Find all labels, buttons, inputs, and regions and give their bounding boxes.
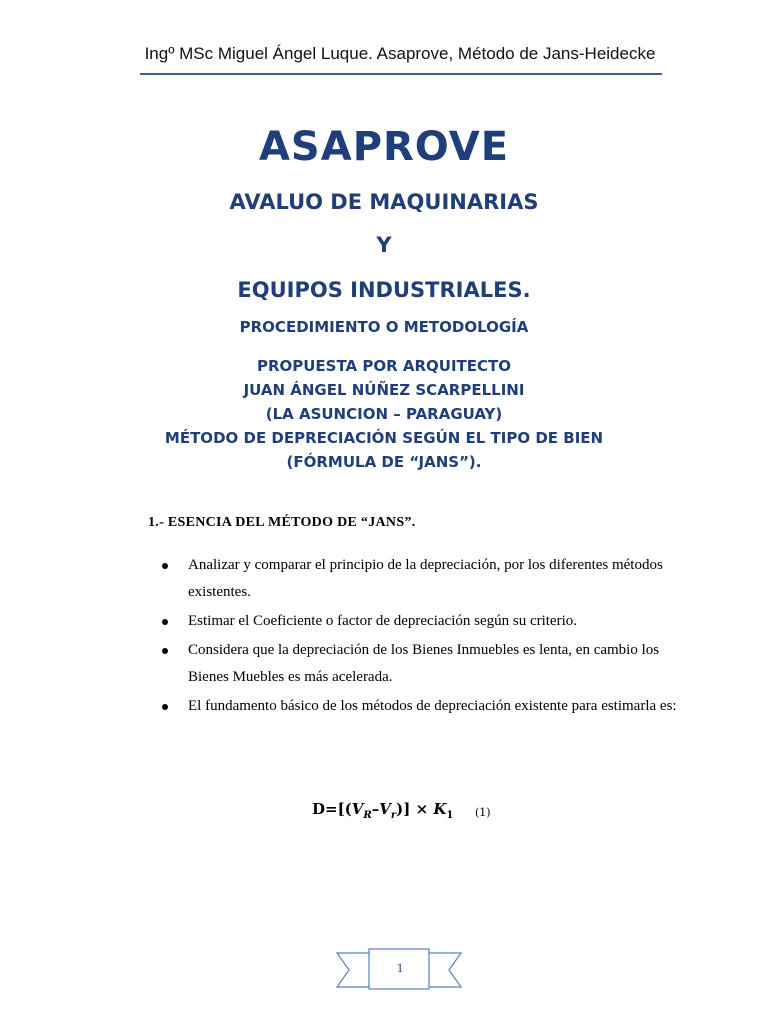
header-rule — [140, 73, 662, 75]
bullet-list — [162, 552, 682, 722]
list-item-text: El fundamento básico de los métodos de depreciación existente para estimarla es: — [188, 698, 677, 714]
list-item — [162, 693, 682, 720]
section-heading: 1.- ESENCIA DEL MÉTODO DE “JANS”. — [148, 515, 416, 530]
running-header: Ingº MSc Miguel Ángel Luque. Asaprove, Método de Jans-Heidecke — [144, 44, 656, 63]
formula-var-vr-lower: V — [379, 800, 391, 818]
subtitle-line-3: EQUIPOS INDUSTRIALES. — [237, 278, 531, 302]
subtitle-line-2: Y — [376, 233, 392, 257]
formula-suffix: )] × — [396, 800, 434, 818]
formula-sub-k: 1 — [446, 810, 454, 821]
formula-sub-r-lower: r — [390, 810, 397, 821]
document-title: ASAPROVE — [258, 124, 510, 170]
subtitle-line-8: MÉTODO DE DEPRECIACIÓN SEGÚN EL TIPO DE BIEN — [164, 429, 604, 447]
page-number: 1 — [396, 960, 404, 975]
list-item-text: Estimar el Coeficiente o factor de depreciación según su criterio. — [188, 613, 578, 629]
formula-prefix: D=[( — [312, 800, 352, 818]
subtitle-block — [0, 354, 768, 474]
subtitle-line-1: AVALUO DE MAQUINARIAS — [229, 190, 539, 214]
formula-var-vr: V — [351, 800, 364, 818]
subtitle-line-5: PROPUESTA POR ARQUITECTO — [256, 357, 512, 375]
formula-sub-r-upper: R — [363, 810, 372, 821]
subtitle-line-6: JUAN ÁNGEL NÚÑEZ SCARPELLINI — [243, 381, 525, 399]
list-item — [162, 552, 682, 606]
subtitle-line-9: (FÓRMULA DE “JANS”). — [286, 453, 482, 471]
bullet-icon — [162, 648, 168, 654]
bullet-icon — [162, 563, 168, 569]
bullet-icon — [162, 704, 168, 710]
subtitle-line-4: PROCEDIMIENTO O METODOLOGÍA — [239, 318, 529, 336]
formula-minus: – — [371, 800, 380, 818]
bullet-icon — [162, 619, 168, 625]
subtitle-line-7: (LA ASUNCION – PARAGUAY) — [265, 405, 503, 423]
depreciation-formula — [312, 800, 453, 821]
list-item — [162, 608, 682, 635]
formula-var-k: K — [433, 800, 447, 818]
formula-number: (1) — [475, 806, 491, 819]
list-item — [162, 637, 682, 691]
list-item-text: Considera que la depreciación de los Bienes Inmuebles es lenta, en cambio los Bienes Muebles es más acelerada. — [188, 642, 660, 685]
list-item-text: Analizar y comparar el principio de la depreciación, por los diferentes métodos existentes. — [188, 557, 663, 600]
